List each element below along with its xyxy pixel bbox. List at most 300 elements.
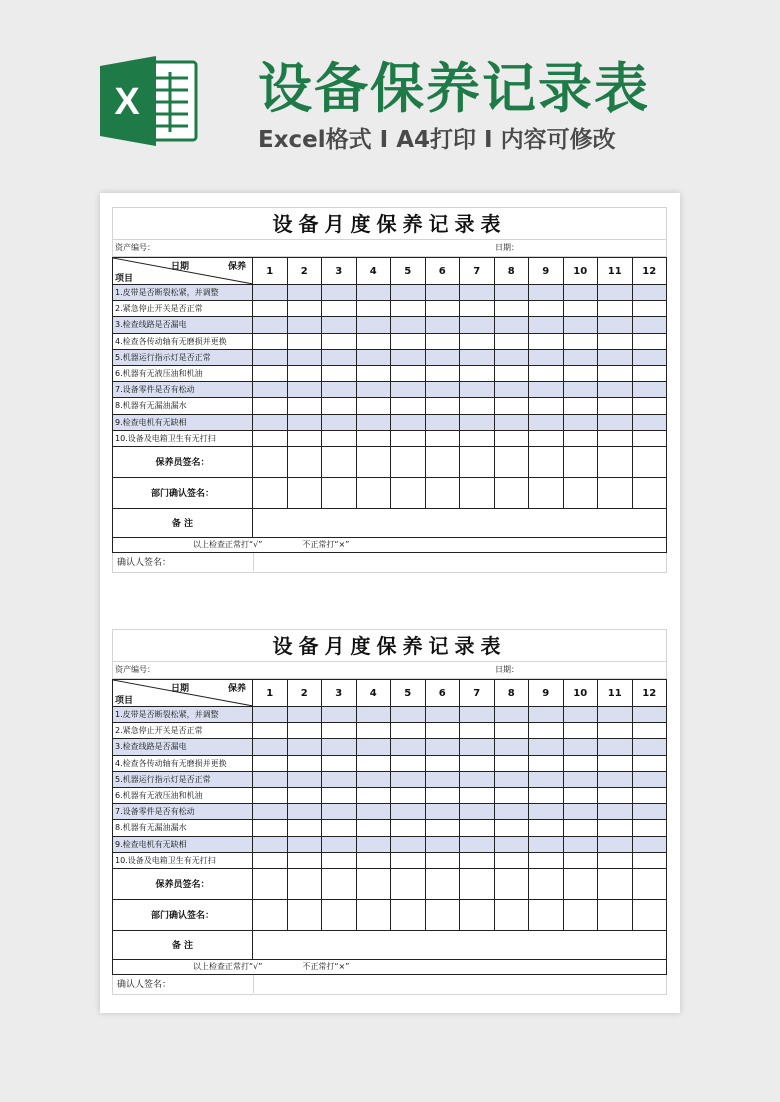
- check-cell[interactable]: [494, 723, 529, 739]
- check-cell[interactable]: [563, 285, 598, 301]
- check-cell[interactable]: [598, 414, 633, 430]
- signature-cell[interactable]: [322, 446, 357, 477]
- signature-cell[interactable]: [460, 446, 495, 477]
- check-cell[interactable]: [425, 349, 460, 365]
- signature-cell[interactable]: [632, 899, 667, 930]
- check-cell[interactable]: [253, 739, 288, 755]
- signature-cell[interactable]: [632, 868, 667, 899]
- check-cell[interactable]: [598, 430, 633, 446]
- check-cell[interactable]: [425, 820, 460, 836]
- check-cell[interactable]: [391, 820, 426, 836]
- check-cell[interactable]: [391, 755, 426, 771]
- check-cell[interactable]: [563, 739, 598, 755]
- check-cell[interactable]: [287, 771, 322, 787]
- check-cell[interactable]: [425, 755, 460, 771]
- check-cell[interactable]: [494, 414, 529, 430]
- check-cell[interactable]: [563, 365, 598, 381]
- check-cell[interactable]: [253, 820, 288, 836]
- signature-cell[interactable]: [529, 446, 564, 477]
- check-cell[interactable]: [598, 852, 633, 868]
- check-cell[interactable]: [322, 349, 357, 365]
- check-cell[interactable]: [494, 333, 529, 349]
- check-cell[interactable]: [322, 804, 357, 820]
- check-cell[interactable]: [632, 707, 667, 723]
- check-cell[interactable]: [460, 852, 495, 868]
- check-cell[interactable]: [425, 707, 460, 723]
- check-cell[interactable]: [287, 349, 322, 365]
- check-cell[interactable]: [322, 285, 357, 301]
- check-cell[interactable]: [529, 804, 564, 820]
- remark-cell[interactable]: [253, 930, 667, 959]
- check-cell[interactable]: [253, 755, 288, 771]
- signature-cell[interactable]: [563, 868, 598, 899]
- check-cell[interactable]: [322, 852, 357, 868]
- signature-cell[interactable]: [391, 446, 426, 477]
- check-cell[interactable]: [425, 382, 460, 398]
- check-cell[interactable]: [253, 349, 288, 365]
- check-cell[interactable]: [598, 739, 633, 755]
- check-cell[interactable]: [287, 723, 322, 739]
- check-cell[interactable]: [598, 365, 633, 381]
- check-cell[interactable]: [494, 804, 529, 820]
- check-cell[interactable]: [460, 365, 495, 381]
- check-cell[interactable]: [287, 804, 322, 820]
- check-cell[interactable]: [529, 820, 564, 836]
- check-item-label: 2.紧急停止开关是否正常: [113, 301, 253, 317]
- check-cell[interactable]: [529, 836, 564, 852]
- signature-cell[interactable]: [287, 477, 322, 508]
- check-cell[interactable]: [460, 349, 495, 365]
- check-cell[interactable]: [356, 755, 391, 771]
- check-cell[interactable]: [322, 317, 357, 333]
- signature-cell[interactable]: [460, 899, 495, 930]
- check-cell[interactable]: [391, 804, 426, 820]
- check-cell[interactable]: [529, 787, 564, 803]
- check-cell[interactable]: [598, 285, 633, 301]
- check-cell[interactable]: [253, 301, 288, 317]
- signature-cell[interactable]: [598, 446, 633, 477]
- check-cell[interactable]: [563, 836, 598, 852]
- check-cell[interactable]: [425, 787, 460, 803]
- signature-cell[interactable]: [529, 477, 564, 508]
- check-cell[interactable]: [356, 349, 391, 365]
- check-cell[interactable]: [356, 820, 391, 836]
- check-cell[interactable]: [356, 285, 391, 301]
- check-cell[interactable]: [460, 301, 495, 317]
- check-cell[interactable]: [287, 430, 322, 446]
- check-cell[interactable]: [253, 398, 288, 414]
- check-cell[interactable]: [322, 301, 357, 317]
- check-cell[interactable]: [322, 365, 357, 381]
- check-cell[interactable]: [322, 836, 357, 852]
- check-cell[interactable]: [322, 430, 357, 446]
- check-cell[interactable]: [425, 333, 460, 349]
- signature-cell[interactable]: [529, 868, 564, 899]
- check-cell[interactable]: [425, 852, 460, 868]
- check-cell[interactable]: [563, 820, 598, 836]
- check-cell[interactable]: [529, 398, 564, 414]
- signature-cell[interactable]: [253, 477, 288, 508]
- check-cell[interactable]: [598, 723, 633, 739]
- signature-cell[interactable]: [425, 446, 460, 477]
- check-cell[interactable]: [391, 349, 426, 365]
- check-cell[interactable]: [356, 771, 391, 787]
- check-cell[interactable]: [529, 301, 564, 317]
- check-cell[interactable]: [356, 333, 391, 349]
- check-cell[interactable]: [287, 285, 322, 301]
- check-cell[interactable]: [494, 382, 529, 398]
- check-cell[interactable]: [563, 414, 598, 430]
- check-cell[interactable]: [356, 430, 391, 446]
- signature-cell[interactable]: [632, 477, 667, 508]
- check-cell[interactable]: [391, 707, 426, 723]
- check-cell[interactable]: [391, 852, 426, 868]
- check-cell[interactable]: [632, 836, 667, 852]
- signature-cell[interactable]: [287, 899, 322, 930]
- check-cell[interactable]: [460, 836, 495, 852]
- check-cell[interactable]: [253, 836, 288, 852]
- check-cell[interactable]: [425, 739, 460, 755]
- check-cell[interactable]: [460, 723, 495, 739]
- check-cell[interactable]: [253, 414, 288, 430]
- signature-cell[interactable]: [322, 868, 357, 899]
- table-row: [113, 771, 667, 787]
- check-cell[interactable]: [322, 398, 357, 414]
- check-cell[interactable]: [563, 755, 598, 771]
- check-cell[interactable]: [322, 739, 357, 755]
- signature-cell[interactable]: [460, 868, 495, 899]
- check-cell[interactable]: [529, 365, 564, 381]
- check-cell[interactable]: [356, 852, 391, 868]
- signature-cell[interactable]: [563, 446, 598, 477]
- check-cell[interactable]: [356, 707, 391, 723]
- check-cell[interactable]: [598, 836, 633, 852]
- check-cell[interactable]: [253, 787, 288, 803]
- check-cell[interactable]: [529, 430, 564, 446]
- signature-cell[interactable]: [356, 446, 391, 477]
- check-cell[interactable]: [460, 739, 495, 755]
- signature-cell[interactable]: [460, 477, 495, 508]
- check-cell[interactable]: [287, 739, 322, 755]
- table-row: [113, 398, 667, 414]
- check-cell[interactable]: [460, 382, 495, 398]
- check-cell[interactable]: [529, 414, 564, 430]
- check-cell[interactable]: [391, 414, 426, 430]
- check-cell[interactable]: [632, 349, 667, 365]
- check-cell[interactable]: [322, 787, 357, 803]
- check-cell[interactable]: [563, 301, 598, 317]
- signature-cell[interactable]: [563, 899, 598, 930]
- signature-cell[interactable]: [253, 868, 288, 899]
- check-cell[interactable]: [563, 707, 598, 723]
- signature-cell[interactable]: [494, 868, 529, 899]
- check-cell[interactable]: [356, 382, 391, 398]
- check-cell[interactable]: [253, 707, 288, 723]
- check-cell[interactable]: [494, 836, 529, 852]
- check-cell[interactable]: [563, 317, 598, 333]
- signature-cell[interactable]: [253, 446, 288, 477]
- check-cell[interactable]: [391, 333, 426, 349]
- check-cell[interactable]: [598, 820, 633, 836]
- check-cell[interactable]: [460, 317, 495, 333]
- check-cell[interactable]: [253, 317, 288, 333]
- check-cell[interactable]: [529, 739, 564, 755]
- check-cell[interactable]: [287, 836, 322, 852]
- signature-cell[interactable]: [598, 899, 633, 930]
- check-cell[interactable]: [287, 787, 322, 803]
- check-cell[interactable]: [391, 723, 426, 739]
- check-cell[interactable]: [287, 365, 322, 381]
- check-cell[interactable]: [632, 317, 667, 333]
- check-cell[interactable]: [391, 787, 426, 803]
- check-cell[interactable]: [598, 317, 633, 333]
- signature-cell[interactable]: [287, 868, 322, 899]
- check-cell[interactable]: [598, 707, 633, 723]
- check-cell[interactable]: [494, 398, 529, 414]
- check-cell[interactable]: [425, 836, 460, 852]
- check-cell[interactable]: [287, 317, 322, 333]
- check-cell[interactable]: [632, 301, 667, 317]
- check-cell[interactable]: [494, 317, 529, 333]
- check-cell[interactable]: [287, 301, 322, 317]
- check-cell[interactable]: [425, 365, 460, 381]
- check-cell[interactable]: [391, 382, 426, 398]
- signature-cell[interactable]: [356, 477, 391, 508]
- check-cell[interactable]: [287, 852, 322, 868]
- check-cell[interactable]: [598, 301, 633, 317]
- signature-cell[interactable]: [391, 477, 426, 508]
- check-cell[interactable]: [460, 398, 495, 414]
- check-cell[interactable]: [287, 755, 322, 771]
- check-cell[interactable]: [460, 804, 495, 820]
- check-cell[interactable]: [322, 723, 357, 739]
- check-cell[interactable]: [494, 755, 529, 771]
- signature-cell[interactable]: [287, 446, 322, 477]
- check-cell[interactable]: [253, 285, 288, 301]
- signature-cell[interactable]: [494, 899, 529, 930]
- check-cell[interactable]: [425, 398, 460, 414]
- check-cell[interactable]: [529, 382, 564, 398]
- check-cell[interactable]: [253, 333, 288, 349]
- check-cell[interactable]: [460, 707, 495, 723]
- check-cell[interactable]: [632, 382, 667, 398]
- check-cell[interactable]: [598, 382, 633, 398]
- check-cell[interactable]: [253, 365, 288, 381]
- check-cell[interactable]: [563, 787, 598, 803]
- check-cell[interactable]: [425, 430, 460, 446]
- check-cell[interactable]: [598, 333, 633, 349]
- signature-cell[interactable]: [425, 899, 460, 930]
- check-cell[interactable]: [425, 723, 460, 739]
- remark-cell[interactable]: [253, 508, 667, 537]
- check-cell[interactable]: [563, 398, 598, 414]
- check-cell[interactable]: [322, 333, 357, 349]
- signature-cell[interactable]: [391, 899, 426, 930]
- check-cell[interactable]: [460, 820, 495, 836]
- info-row: [112, 661, 667, 679]
- diag-date-label: 日期: [171, 262, 190, 272]
- check-cell[interactable]: [460, 755, 495, 771]
- check-cell[interactable]: [529, 333, 564, 349]
- check-cell[interactable]: [253, 804, 288, 820]
- check-cell[interactable]: [494, 301, 529, 317]
- check-cell[interactable]: [425, 317, 460, 333]
- check-cell[interactable]: [632, 333, 667, 349]
- check-cell[interactable]: [322, 771, 357, 787]
- check-cell[interactable]: [356, 398, 391, 414]
- check-cell[interactable]: [563, 804, 598, 820]
- check-cell[interactable]: [632, 365, 667, 381]
- check-cell[interactable]: [494, 430, 529, 446]
- check-cell[interactable]: [529, 285, 564, 301]
- diagonal-header-cell: [113, 258, 253, 285]
- check-cell[interactable]: [598, 804, 633, 820]
- check-cell[interactable]: [356, 365, 391, 381]
- check-cell[interactable]: [322, 414, 357, 430]
- check-cell[interactable]: [563, 723, 598, 739]
- check-cell[interactable]: [598, 771, 633, 787]
- check-cell[interactable]: [494, 771, 529, 787]
- check-cell[interactable]: [460, 414, 495, 430]
- signature-cell[interactable]: [598, 477, 633, 508]
- check-cell[interactable]: [529, 755, 564, 771]
- signature-cell[interactable]: [425, 477, 460, 508]
- check-cell[interactable]: [356, 739, 391, 755]
- check-cell[interactable]: [632, 723, 667, 739]
- check-cell[interactable]: [356, 301, 391, 317]
- check-cell[interactable]: [425, 301, 460, 317]
- signature-cell[interactable]: [391, 868, 426, 899]
- signature-cell[interactable]: [598, 868, 633, 899]
- check-cell[interactable]: [598, 787, 633, 803]
- signature-cell[interactable]: [494, 446, 529, 477]
- signature-cell[interactable]: [356, 899, 391, 930]
- check-cell[interactable]: [632, 771, 667, 787]
- check-cell[interactable]: [391, 836, 426, 852]
- check-cell[interactable]: [425, 804, 460, 820]
- check-cell[interactable]: [598, 349, 633, 365]
- check-cell[interactable]: [253, 382, 288, 398]
- check-cell[interactable]: [598, 755, 633, 771]
- check-cell[interactable]: [598, 398, 633, 414]
- check-cell[interactable]: [494, 739, 529, 755]
- check-cell[interactable]: [529, 723, 564, 739]
- check-cell[interactable]: [253, 430, 288, 446]
- check-cell[interactable]: [632, 820, 667, 836]
- check-cell[interactable]: [253, 723, 288, 739]
- check-cell[interactable]: [356, 804, 391, 820]
- check-cell[interactable]: [632, 285, 667, 301]
- check-cell[interactable]: [356, 414, 391, 430]
- check-cell[interactable]: [494, 285, 529, 301]
- check-cell[interactable]: [529, 852, 564, 868]
- check-cell[interactable]: [322, 755, 357, 771]
- check-cell[interactable]: [253, 852, 288, 868]
- check-cell[interactable]: [391, 365, 426, 381]
- check-cell[interactable]: [529, 317, 564, 333]
- diag-item-label: 项目: [115, 696, 134, 706]
- check-cell[interactable]: [391, 301, 426, 317]
- signature-cell[interactable]: [563, 477, 598, 508]
- check-cell[interactable]: [529, 771, 564, 787]
- check-cell[interactable]: [356, 723, 391, 739]
- check-cell[interactable]: [529, 349, 564, 365]
- check-cell[interactable]: [632, 739, 667, 755]
- signature-cell[interactable]: [632, 446, 667, 477]
- check-cell[interactable]: [460, 333, 495, 349]
- check-cell[interactable]: [632, 852, 667, 868]
- check-cell[interactable]: [287, 333, 322, 349]
- check-cell[interactable]: [632, 755, 667, 771]
- check-cell[interactable]: [529, 707, 564, 723]
- check-cell[interactable]: [425, 285, 460, 301]
- check-cell[interactable]: [391, 398, 426, 414]
- check-cell[interactable]: [356, 836, 391, 852]
- check-cell[interactable]: [563, 852, 598, 868]
- divider: [253, 975, 254, 993]
- check-cell[interactable]: [287, 382, 322, 398]
- signature-cell[interactable]: [322, 477, 357, 508]
- table-row: [113, 707, 667, 723]
- check-cell[interactable]: [391, 771, 426, 787]
- check-cell[interactable]: [287, 414, 322, 430]
- check-cell[interactable]: [391, 317, 426, 333]
- check-cell[interactable]: [391, 285, 426, 301]
- check-cell[interactable]: [632, 414, 667, 430]
- check-cell[interactable]: [391, 739, 426, 755]
- check-cell[interactable]: [322, 820, 357, 836]
- check-cell[interactable]: [494, 349, 529, 365]
- check-cell[interactable]: [460, 771, 495, 787]
- check-cell[interactable]: [494, 365, 529, 381]
- check-cell[interactable]: [563, 349, 598, 365]
- check-cell[interactable]: [494, 820, 529, 836]
- check-cell[interactable]: [632, 398, 667, 414]
- check-cell[interactable]: [425, 771, 460, 787]
- check-cell[interactable]: [494, 787, 529, 803]
- check-cell[interactable]: [287, 820, 322, 836]
- check-cell[interactable]: [494, 707, 529, 723]
- check-cell[interactable]: [563, 430, 598, 446]
- check-cell[interactable]: [563, 382, 598, 398]
- check-cell[interactable]: [356, 787, 391, 803]
- check-cell[interactable]: [494, 852, 529, 868]
- check-cell[interactable]: [563, 771, 598, 787]
- check-cell[interactable]: [253, 771, 288, 787]
- footnote-cell: [113, 537, 667, 552]
- signature-cell[interactable]: [494, 477, 529, 508]
- check-cell[interactable]: [287, 707, 322, 723]
- check-cell[interactable]: [460, 787, 495, 803]
- check-cell[interactable]: [391, 430, 426, 446]
- check-cell[interactable]: [632, 804, 667, 820]
- check-cell[interactable]: [632, 430, 667, 446]
- check-cell[interactable]: [287, 398, 322, 414]
- check-cell[interactable]: [460, 430, 495, 446]
- signature-cell[interactable]: [425, 868, 460, 899]
- check-cell[interactable]: [632, 787, 667, 803]
- signature-cell[interactable]: [356, 868, 391, 899]
- check-cell[interactable]: [322, 707, 357, 723]
- check-cell[interactable]: [322, 382, 357, 398]
- check-cell[interactable]: [425, 414, 460, 430]
- check-cell[interactable]: [460, 285, 495, 301]
- check-cell[interactable]: [563, 333, 598, 349]
- signature-cell[interactable]: [322, 899, 357, 930]
- signature-cell[interactable]: [529, 899, 564, 930]
- signature-cell[interactable]: [253, 899, 288, 930]
- check-cell[interactable]: [356, 317, 391, 333]
